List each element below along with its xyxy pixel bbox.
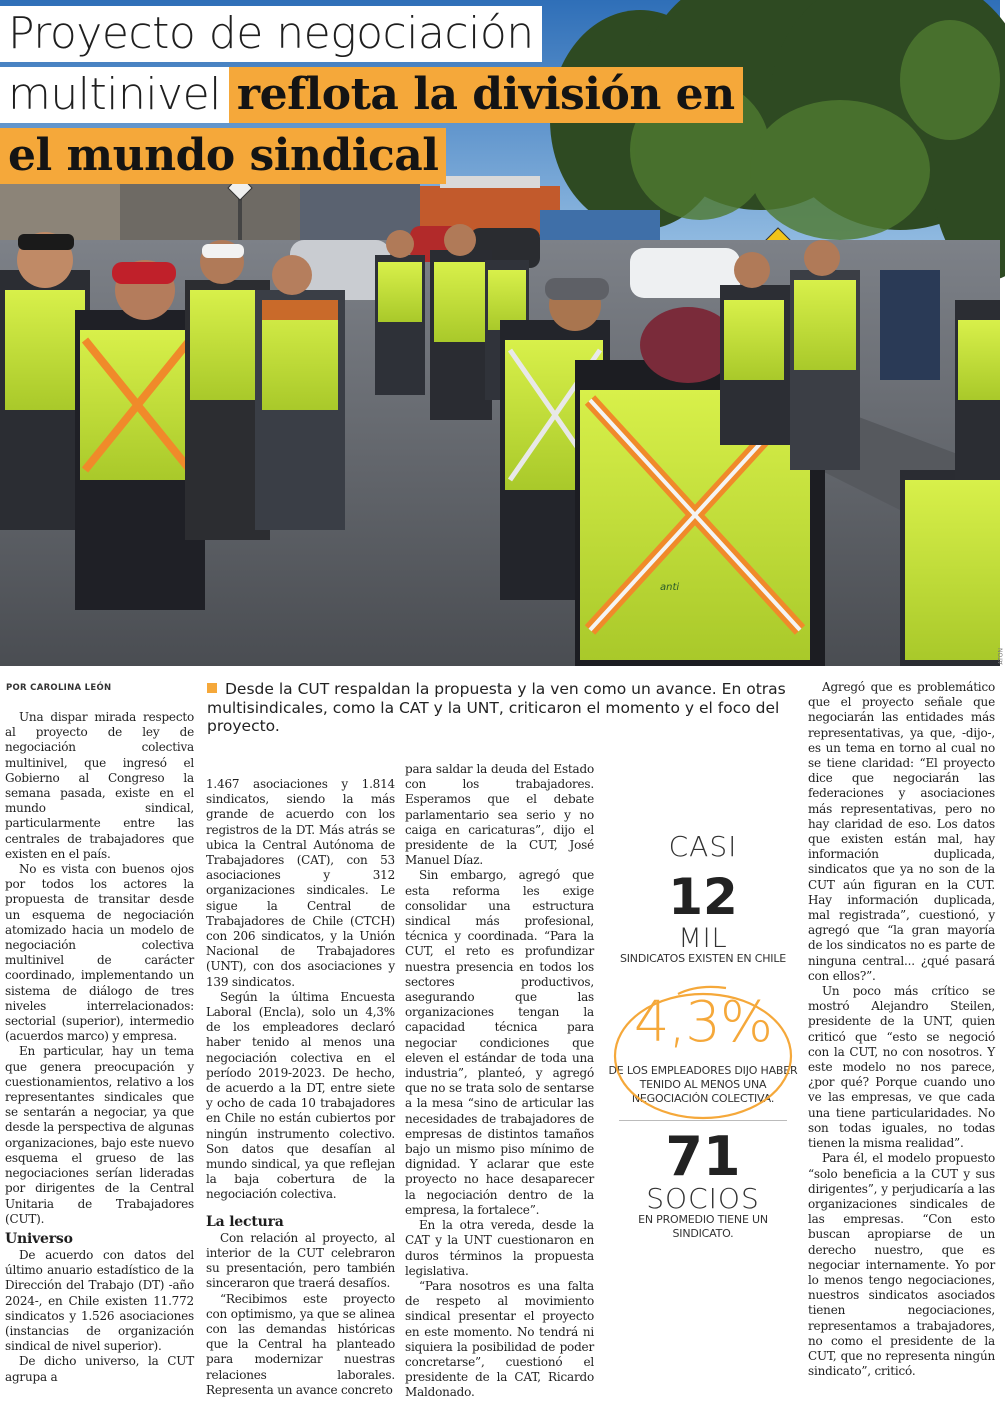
subhead-universo: Universo — [5, 1230, 73, 1247]
paragraph: Una dispar mirada respecto al proyecto de ley de negociación colectiva multinivel, que ingresó el Gobierno al Congreso la semana pasada, existe en el mundo sindical, particularmente entre las centrales de trabajadores que existen en el país. — [5, 710, 194, 861]
subhead-la-lectura: La lectura — [206, 1213, 284, 1230]
stat-members-caption: EN PROMEDIO TIENE UN SINDICATO. — [638, 1213, 768, 1240]
paragraph: Según la última Encuesta Laboral (Encla), solo un 4,3% de los empleadores declaró haber tenido al menos una negociación colectiva en el período 2019-2023. De hecho, de acuerdo a la DT, entre siete y ocho de cada 10 trabajadores en Chile no están cubiertos por ningún instrumento colectivo. Son datos que desafían al mundo sindical, ya que reflejan la baja cobertura de la negociación colectiva. — [206, 989, 395, 1202]
paragraph: En particular, hay un tema que genera preocupación y cuestionamientos, relativo a los representantes sindicales que se sentarán a negociar, ya que desde la perspectiva de algunas organizaciones, bajo este nuevo esquema el grueso de las negociaciones serían lideradas por dirigentes de la Central Unitaria de Trabajadores (CUT). — [5, 1044, 194, 1226]
vest-logo: anti — [660, 582, 680, 593]
headline-line-2-light: multinivel — [0, 67, 229, 123]
paragraph: para saldar la deuda del Estado con los trabajadores. Esperamos que el debate parlamentario sea serio y no caiga en caricaturas”, dijo el presidente de la CUT, José Manuel Díaz. — [405, 762, 594, 868]
lead-summary — [207, 680, 799, 736]
paragraph: De dicho universo, la CUT agrupa a — [5, 1354, 194, 1384]
headline-line-1: Proyecto de negociación — [0, 6, 542, 62]
stat-unions-number: 12 — [668, 868, 738, 926]
stat-members-unit: SOCIOS — [646, 1182, 760, 1215]
stat-members-number: 71 — [665, 1125, 741, 1188]
bullet-square-icon — [207, 683, 217, 693]
paragraph: Para él, el modelo propuesto “solo beneficia a la CUT y sus dirigentes”, y perjudicaría a las organizaciones sindicales de las empresas. “Con esto buscan apropiarse de un derecho nuestro, que es negociar internamente. Yo por lo menos tengo negociaciones, nuestros sindicatos asociados tienen negociaciones, representamos a trabajadores, no como el presidente de la CUT, que no representa ningún sindicato”, criticó. — [808, 1151, 995, 1379]
paragraph: Con relación al proyecto, al interior de la CUT celebraron su presentación, pero también sinceraron que traerá desafíos. — [206, 1230, 395, 1291]
paragraph: Agregó que es problemático que el proyecto señale que negociarán las entidades más representativas, ya que, -dijo-, es un tema en torno al cual no se tiene claridad: “El proyecto dice que negociarán las federaciones y asociaciones más representativas, pero no hay claridad de eso. Los datos que existen están mal, hay información duplicada, sindicatos que ya no son de la CUT aún figuran en la CUT. Hay información duplicada, mal registrada”, cuestionó, y agregó que “la gran mayoría de los sindicatos no es parte de ninguna central... ¿qué pasará con ellos?”. — [808, 680, 995, 983]
byline: POR CAROLINA LEÓN — [6, 683, 112, 693]
paragraph: No es vista con buenos ojos por todos los actores la propuesta de transitar desde un esquema de negociación atomizado hacia un modelo de negociación colectiva multinivel de carácter coordinado, implementando un sistema de diálogo de tres niveles interrelacionados: sectorial (superior), intermedio (acuerdos marco) y empresa. — [5, 862, 194, 1044]
headline — [0, 6, 743, 189]
paragraph: Sin embargo, agregó que esta reforma les exige consolidar una estructura sindical más profesional, técnica y coordinada. “Para la CUT, el reto es profundizar nuestra presencia en todos los sectores productivos, asegurando que las organizaciones tengan la capacidad técnica para negociar condiciones que eleven el estándar de toda una industria”, planteó, y agregó que no se trata solo de sentarse a la mesa “sino de articular las necesidades de trabajadores de empresas de distintos tamaños bajo un mismo piso mínimo de dignidad. Y aclarar que este proyecto no hace desaparecer la negociación dentro de la empresa, la fortalece”. — [405, 868, 594, 1217]
lead-summary-text: Desde la CUT respaldan la propuesta y la ven como un avance. En otras multisindicales, como la CAT y la UNT, criticaron el momento y el foco del proyecto. — [207, 680, 786, 735]
paragraph: “Para nosotros es una falta de respeto al movimiento sindical presentar el proyecto en este momento. No tendrá ni siquiera la posibilidad de poder concretarse”, cuestionó el presidente de la CAT, Ricardo Maldonado. — [405, 1278, 594, 1400]
paragraph: 1.467 asociaciones y 1.814 sindicatos, siendo la más grande de acuerdo con los registros de la DT. Más atrás se ubica la Central Autónoma de Trabajadores (CAT), con 53 asociaciones y 312 organizaciones sindicales. Le sigue la Central de Trabajadores de Chile (CTCH) con 206 sindicatos, y la Unión Nacional de Trabajadores (UNT), con dos asociaciones y 139 sindicatos. — [206, 777, 395, 989]
article-column-2 — [206, 777, 395, 1398]
paragraph: En la otra vereda, desde la CAT y la UNT cuestionaron en duros términos la propuesta legislativa. — [405, 1218, 594, 1278]
article-column-3 — [405, 762, 594, 1401]
photo-credit: ATON — [998, 648, 1005, 665]
stat-prefix: CASI — [668, 830, 738, 863]
paragraph: “Recibimos este proyecto con optimismo, ya que se alinea con las demandas históricas que la Central ha planteado para modernizar nuestras relaciones laborales. Representa un avance concreto — [206, 1291, 395, 1397]
paragraph: De acuerdo con datos del último anuario estadístico de la Dirección del Trabajo (DT) -año 2024-, en Chile existen 11.772 sindicatos y 1.526 asociaciones (instancias de organización sindical de nivel superior). — [5, 1247, 194, 1354]
headline-line-3-bold: el mundo sindical — [0, 128, 446, 184]
article-column-4 — [808, 680, 995, 1379]
stat-unions-caption: SINDICATOS EXISTEN EN CHILE — [619, 952, 787, 965]
stat-percentage-block — [608, 980, 798, 1070]
article-column-1 — [5, 710, 194, 1385]
stat-percentage: 4,3% — [633, 990, 773, 1055]
paragraph: Un poco más crítico se mostró Alejandro Steilen, presidente de la UNT, quien criticó que “esto se negoció con la CUT, no con nosotros. Y este modelo no nos parece, ¿por qué? Porque cuando uno ve las empresas, ve que cada una tiene particularidades. No son todas iguales, no todas tienen la misma realidad”. — [808, 984, 995, 1151]
stats-box — [608, 830, 798, 1241]
stat-unions-unit: MIL — [678, 923, 728, 954]
stat-percentage-caption: DE LOS EMPLEADORES DIJO HABER TENIDO AL MENOS UNA NEGOCIACIÓN COLECTIVA. — [608, 1064, 798, 1105]
headline-line-2-bold: reflota la división en — [229, 67, 743, 123]
